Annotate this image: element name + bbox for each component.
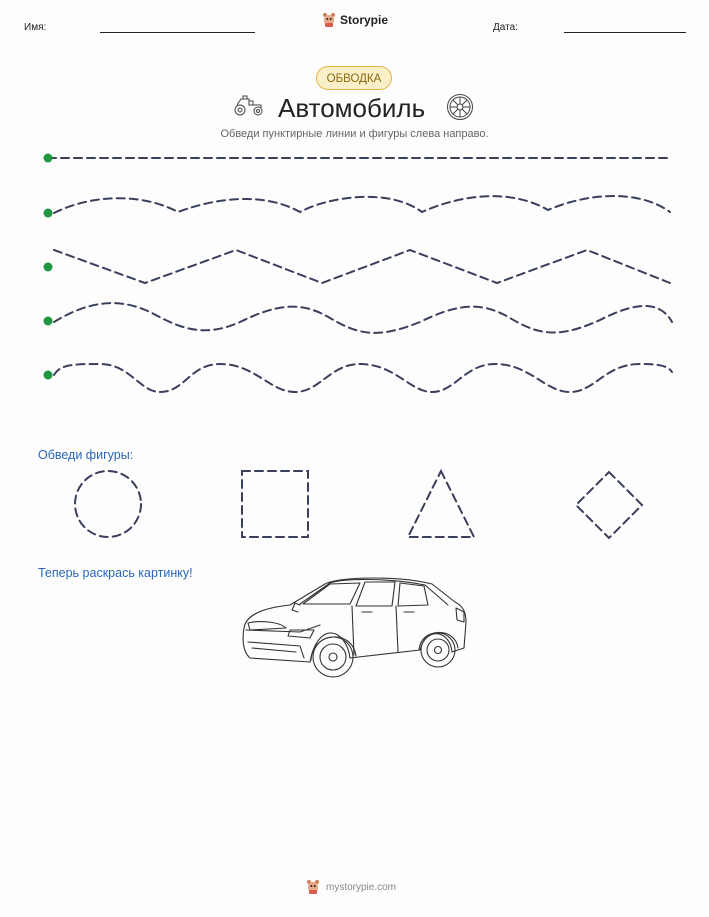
- shapes-heading: Обведи фигуры:: [38, 448, 134, 462]
- brand-name: Storypie: [340, 13, 389, 27]
- trace-triangle[interactable]: [408, 471, 474, 537]
- date-label: Дата:: [493, 22, 518, 33]
- start-dot: [44, 317, 53, 326]
- page-title: Автомобиль: [278, 93, 426, 123]
- footer: [306, 879, 396, 895]
- start-dot: [44, 371, 53, 380]
- instructions: Обведи пунктирные линии и фигуры слева направо.: [220, 128, 489, 140]
- trace-circle[interactable]: [75, 471, 141, 537]
- trace-square[interactable]: [242, 471, 308, 537]
- start-dot: [44, 263, 53, 272]
- trace-line-bumpy[interactable]: [54, 364, 672, 392]
- category-badge: ОБВОДКА: [316, 66, 392, 90]
- start-dot: [44, 154, 53, 163]
- start-dot: [44, 209, 53, 218]
- trace-line-zigzag[interactable]: [54, 250, 670, 283]
- coloring-heading: Теперь раскрась картинку!: [38, 566, 193, 580]
- start-dots: [44, 154, 53, 380]
- trace-diamond[interactable]: [576, 472, 642, 538]
- footer-url[interactable]: mystorypie.com: [326, 881, 397, 893]
- trace-line-wave-1[interactable]: [54, 196, 670, 213]
- name-label: Имя:: [24, 22, 47, 33]
- storypie-logo-icon: [306, 879, 320, 895]
- trace-line-wave-2[interactable]: [54, 303, 672, 333]
- car-illustration[interactable]: [243, 578, 466, 677]
